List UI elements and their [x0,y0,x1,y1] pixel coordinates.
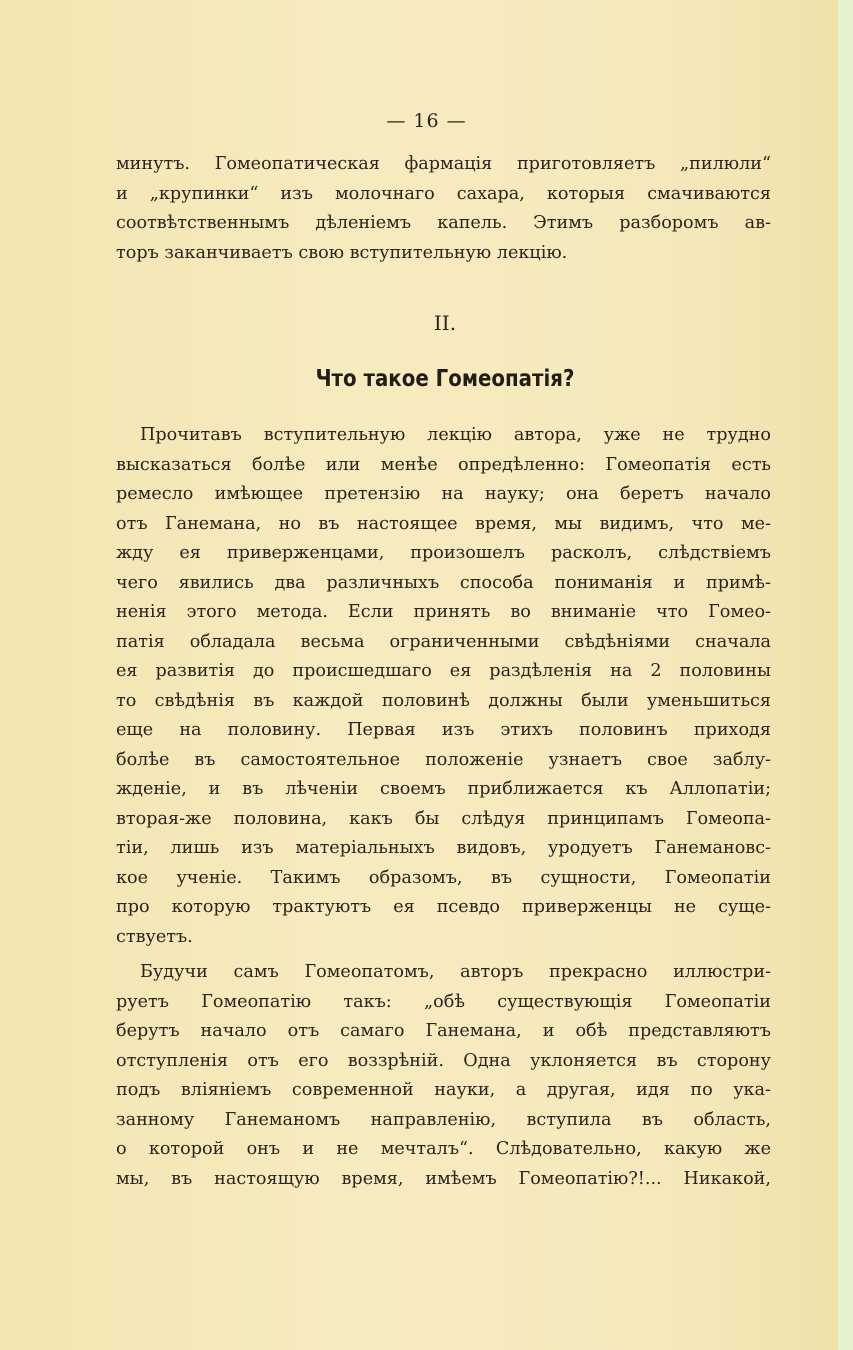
text-line: патія обладала весьма ограниченными свѣдѣніями сначала [116,631,771,652]
section-number: II. [433,311,457,335]
paragraph-2 [116,958,771,1194]
page-number: — 16 — [386,110,467,132]
text-line: жду ея приверженцами, произошелъ расколъ, слѣдствіемъ [116,543,771,563]
text-line: соотвѣтственнымъ дѣленіемъ капель. Этимъ разборомъ ав- [116,213,771,233]
text-line: и „крупинки“ изъ молочнаго сахара, которыя смачиваются [116,183,771,204]
text-line: Будучи самъ Гомеопатомъ, авторъ прекрасно иллюстри- [140,962,771,982]
text-line: жденіе, и въ лѣченіи своемъ приближается къ Аллопатіи; [116,779,771,799]
text-line: берутъ начало отъ самаго Ганемана, и обѣ представляютъ [116,1021,771,1041]
text-line: ремесло имѣющее претензію на науку; она беретъ начало [116,484,771,504]
text-line: тіи, лишь изъ матеріальныхъ видовъ, уродуетъ Ганемановс- [116,838,771,858]
text-line: минутъ. Гомеопатическая фармація приготовляетъ „пилюли“ [116,154,771,174]
text-line: то свѣдѣнія въ каждой половинѣ должны были уменьшиться [116,690,771,711]
text-line: вторая-же половина, какъ бы слѣдуя принципамъ Гомеопа- [116,808,771,829]
text-line: кое ученіе. Такимъ образомъ, въ сущности, Гомеопатіи [116,867,771,888]
text-line: подъ вліяніемъ современной науки, а другая, идя по ука- [116,1080,771,1100]
intro-paragraph [116,150,771,268]
text-line: торъ заканчиваетъ свою вступительную лекцію. [116,242,568,263]
text-line: про которую трактуютъ ея псевдо приверженцы не суще- [116,897,771,917]
text-line: отступленія отъ его воззрѣній. Одна уклоняется въ сторону [116,1050,771,1071]
text-line: Прочитавъ вступительную лекцію автора, уже не трудно [140,425,771,445]
text-line: о которой онъ и не мечталъ“. Слѣдовательно, какую же [116,1139,771,1159]
paragraph-1 [116,421,771,952]
text-line: ствуетъ. [116,926,193,947]
text-line: руетъ Гомеопатію такъ: „обѣ существующія Гомеопатіи [116,991,771,1012]
page-edge [838,0,853,1350]
text-line: еще на половину. Первая изъ этихъ половинъ приходя [116,720,771,740]
text-line: ея развитія до происшедшаго ея раздѣленія на 2 половины [116,661,771,681]
text-line: мы, въ настоящую время, имѣемъ Гомеопатію?!... Никакой, [116,1168,771,1189]
text-line: ненія этого метода. Если принять во вниманіе что Гомео- [116,602,771,622]
section-title: Что такое Гомеопатія? [315,366,575,392]
text-line: высказаться болѣе или менѣе опредѣленно: Гомеопатія есть [116,454,771,475]
text-line: занному Ганеманомъ направленію, вступила въ область, [116,1109,771,1130]
text-line: болѣе въ самостоятельное положеніе узнаетъ свое заблу- [116,749,771,770]
text-line: отъ Ганемана, но въ настоящее время, мы видимъ, что ме- [116,513,771,534]
text-line: чего явились два различныхъ способа пониманія и примѣ- [116,572,771,593]
